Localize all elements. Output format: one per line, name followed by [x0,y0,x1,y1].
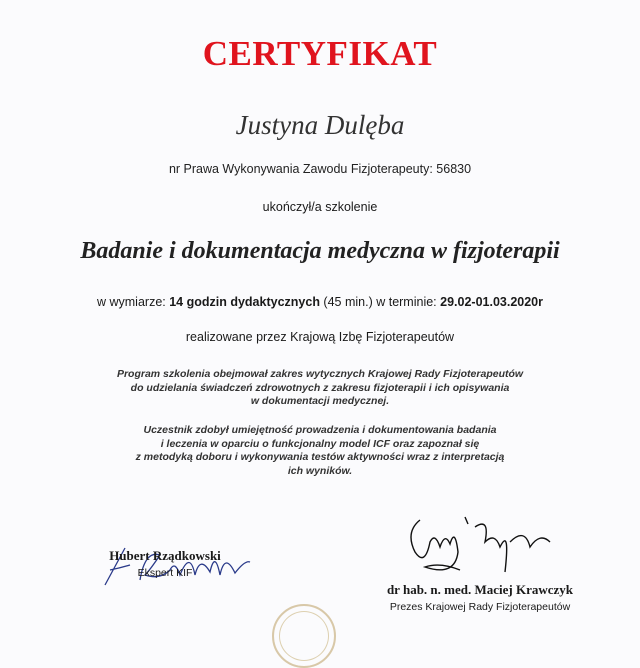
paragraph-line: i leczenia w oparciu o funkcjonalny model ICF oraz zapoznał się [160,437,480,450]
scope-hours: 14 godzin dydaktycznych [169,295,320,309]
paragraph-line: ich wyników. [287,464,353,477]
course-title: Badanie i dokumentacja medyczna w fizjoterapii [80,238,560,264]
paragraph-line: do udzielania świadczeń zdrowotnych z zakresu fizjoterapii i ich opisywania [130,381,510,394]
license-number: nr Prawa Wykonywania Zawodu Fizjoterapeuty: 56830 [168,162,472,176]
signer-name: dr hab. n. med. Maciej Krawczyk [386,582,574,597]
paragraph-line: Uczestnik zdobył umiejętność prowadzenia i dokumentowania badania [143,424,497,436]
certificate-title: CERTYFIKAT [202,34,438,73]
paragraph-line: w dokumentacji medycznej. [250,395,390,407]
signer-role: Ekspert KIF [137,567,193,579]
program-paragraph [0,368,640,409]
signature-president [400,512,560,587]
completed-label: ukończył/a szkolenie [262,200,378,214]
scope-dates: 29.02-01.03.2020r [440,295,543,309]
paragraph-line: z metodyką doboru i wykonywania testów aktywności wraz z interpretacją [135,451,505,463]
signature-block-expert [90,548,240,579]
scope-minutes: (45 min.) w terminie: [319,295,441,309]
organizer: realizowane przez Krajową Izbę Fizjoterapeutów [185,330,455,344]
kif-seal-stamp [272,604,336,668]
recipient-name: Justyna Dulęba [235,110,405,140]
signer-name: Hubert Rządkowski [109,548,221,563]
skills-paragraph [0,424,640,478]
paragraph-line: Program szkolenia obejmował zakres wytycznych Krajowej Rady Fizjoterapeutów [116,368,524,380]
scope-prefix: w wymiarze: [96,295,170,309]
course-scope [0,295,640,309]
signature-block-president [360,582,600,613]
signer-role: Prezes Krajowej Rady Fizjoterapeutów [389,601,571,613]
